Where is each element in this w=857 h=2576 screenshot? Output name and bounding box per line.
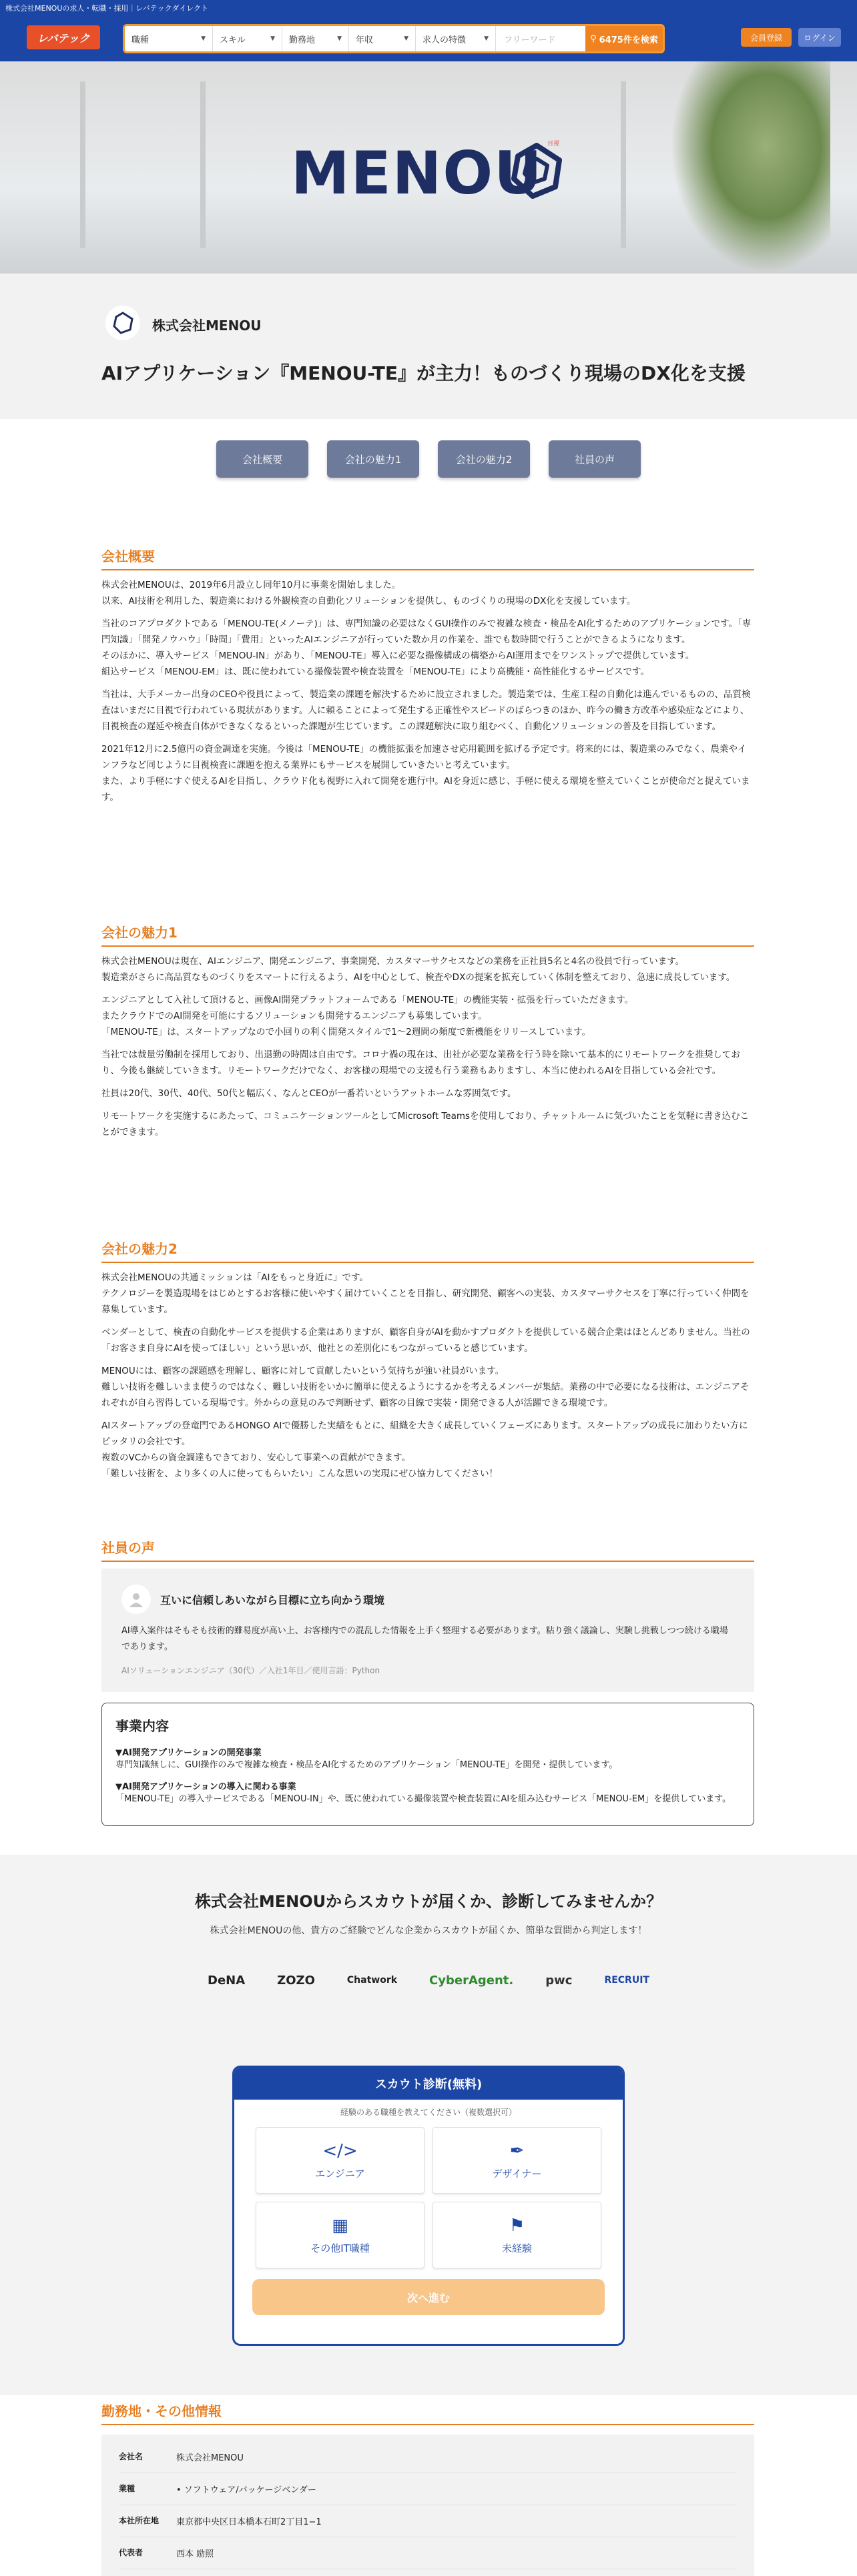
appeal2-section — [101, 1238, 754, 1488]
menou-logo-icon — [506, 140, 567, 201]
option-inexperienced[interactable]: ⚑ 未経験 — [433, 2202, 601, 2268]
paragraph: AIスタートアップの登竜門であるHONGO AIで優勝した実績をもとに、組織を大きく成長していくフェーズにあります。スタートアップの成長に加わりたい方にピッタリの会社です。 複数のVCからの資金調達もできており、安心して事業への貢献ができます。 「難しい技術を、より多くの人に使ってもらいたい」こんな思いの実現にぜひ協力してください！ — [101, 1420, 748, 1479]
search-field-location[interactable]: 勤務地 ▼ — [282, 26, 349, 51]
paragraph: エンジニアとして入社して頂けると、画像AI開発プラットフォームである「MENOU-TE」の機能実装・拡張を行っていただきます。 またクラウドでのAI開発を可能にするソリューションも開発するエンジニアも募集しています。 「MENOU-TE」は、スタートアップなので小回りの利く開発スタイルで1〜2週間の頻度で新機能をリリースしています。 — [101, 995, 634, 1037]
search-icon: ⚲ — [590, 33, 597, 44]
voice-section — [101, 1537, 754, 1826]
chevron-down-icon: ▼ — [270, 35, 275, 42]
table-row: 会社名 株式会社MENOU — [119, 2441, 737, 2473]
section-heading: 会社概要 — [101, 546, 754, 570]
voice-text: AI導入案件はそもそも技術的難易度が高い上、お客様内での混乱した情報を上手く整理する必要があります。粘り強く議論し、実験し挑戦しつつ続ける職場であります。 — [121, 1626, 728, 1652]
pen-icon: ✒ — [509, 2140, 525, 2161]
login-button[interactable]: ログイン — [798, 28, 841, 47]
beginner-mark-icon: ⚑ — [509, 2215, 525, 2236]
overview-section — [101, 546, 754, 812]
chatwork-logo: Chatwork — [346, 1975, 398, 1986]
search-field-job[interactable]: 職種 ▼ — [125, 26, 213, 51]
top-header — [0, 0, 857, 61]
calendar-icon: ▦ — [332, 2215, 348, 2236]
page-title: AIアプリケーション『MENOU-TE』が主力！ものづくり現場のDX化を支援 — [101, 362, 746, 384]
business-box — [101, 1703, 754, 1826]
business-item-title: ▼AI開発アプリケーションの導入に関わる事業 — [115, 1782, 296, 1792]
option-other-it[interactable]: ▦ その他IT職種 — [256, 2202, 424, 2268]
header-topline: 株式会社MENOUの求人・転職・採用｜レバテックダイレクト — [5, 4, 208, 13]
voice-meta: AIソリューションエンジニア（30代）／入社1年目／使用言語：Python — [121, 1666, 380, 1675]
business-title: 事業内容 — [115, 1718, 169, 1734]
option-engineer[interactable]: </> エンジニア — [256, 2127, 424, 2194]
info-table — [101, 2435, 754, 2576]
table-row: 業種 • ソフトウェア/パッケージベンダー — [119, 2473, 737, 2505]
dena-logo: DeNA — [208, 1973, 246, 1988]
section-tabs — [0, 440, 857, 478]
paragraph: 株式会社MENOUは現在、AIエンジニア、開発エンジニア、事業開発、カスタマーサクセスなどの業務を正社員5名と4名の役員で行っています。 製造業がさらに高品質なものづくりをスマートに行えるよう、AIを中心として、検査やDXの提案を拡充していく体制を整えており、急速に成長しています。 — [101, 956, 736, 983]
company-logos — [0, 1965, 857, 1996]
business-item-text: 「MENOU-TE」の導入サービスである「MENOU-IN」や、既に使われている撮像装置や検査装置にAIを組み込むサービス「MENOU-EM」を提供しています。 — [115, 1794, 732, 1804]
company-name: 株式会社MENOU — [152, 318, 262, 334]
plant-decoration — [670, 61, 830, 274]
voice-card — [101, 1569, 754, 1692]
cyberagent-logo: CyberAgent. — [429, 1973, 514, 1988]
company-header — [0, 274, 857, 419]
chevron-down-icon: ▼ — [484, 35, 489, 42]
search-field-salary[interactable]: 年収 ▼ — [349, 26, 416, 51]
option-designer[interactable]: ✒ デザイナー — [433, 2127, 601, 2194]
company-logo-icon — [105, 306, 140, 340]
voice-heading: 互いに信頼しあいながら目標に立ち向かう環境 — [160, 1593, 385, 1607]
scout-subtitle: 株式会社MENOUの他、貴方のご経験でどんな企業からスカウトが届くか、簡単な質問から判定します！ — [210, 1925, 647, 1936]
table-row: 本社所在地 東京都中央区日本橋本石町2丁目1−1 — [119, 2505, 737, 2537]
paragraph: 当社では裁量労働制を採用しており、出退勤の時間は自由です。コロナ禍の現在は、出社が必要な業務を行う時を除いて基本的にリモートワークを推奨しており、今後も継続していきます。リモートワークだけでなく、お客様の現場での支援も行う業務もありますし、本当に使われるAIを目指している会社です。 — [101, 1049, 740, 1076]
chevron-down-icon: ▼ — [404, 35, 408, 42]
paragraph: 株式会社MENOUの共通ミッションは「AIをもっと身近に」です。 テクノロジーを製造現場をはじめとするお客様に使いやすく届けていくことを目指し、研究開発、顧客への実装、カスタマーサクセスを丁寧に行っていく仲間を募集しています。 — [101, 1272, 750, 1315]
paragraph: リモートワークを実施するにあたって、コミュニケーションツールとしてMicrosoft Teamsを使用しており、チャットルームに気づいたことを気軽に書き込むことができます。 — [101, 1111, 750, 1138]
code-icon: </> — [322, 2140, 358, 2161]
tab-overview[interactable]: 会社概要 — [216, 440, 308, 478]
search-field-feature[interactable]: 求人の特徴 ▼ — [416, 26, 496, 51]
card-title: スカウト診断(無料) — [234, 2068, 623, 2100]
tab-appeal-1[interactable]: 会社の魅力1 — [327, 440, 419, 478]
svg-text:目視: 目視 — [547, 141, 560, 147]
section-heading: 社員の声 — [101, 1537, 754, 1562]
info-section — [101, 2401, 754, 2576]
tab-appeal-2[interactable]: 会社の魅力2 — [438, 440, 530, 478]
search-button[interactable]: ⚲ 6475件を検索 — [585, 26, 663, 51]
section-heading: 会社の魅力1 — [101, 922, 754, 947]
business-item-title: ▼AI開発アプリケーションの開発事業 — [115, 1748, 262, 1758]
recruit-logo: RECRUIT — [604, 1975, 649, 1986]
section-heading: 会社の魅力2 — [101, 1238, 754, 1263]
tab-voice[interactable]: 社員の声 — [549, 440, 641, 478]
zozo-logo: ZOZO — [277, 1973, 315, 1988]
hero-image — [0, 61, 857, 274]
chevron-down-icon: ▼ — [337, 35, 342, 42]
appeal1-section — [101, 922, 754, 1147]
hero-logo-text: MENOU — [291, 139, 543, 207]
paragraph: 2021年12月に2.5億円の資金調達を実施。今後は「MENOU-TE」の機能拡張を加速させ応用範囲を拡げる予定です。将来的には、製造業のみでなく、農業やインフラなど同じように目視検査に課題を抱える業界にもサービスを展開していきたいと考えています。 また、より手軽にすぐ使えるAIを目指し、クラウド化も視野に入れて開発を進行中。AIを身近に感じ、手軽に使える環境を整えていくことが使命だと捉えています。 — [101, 744, 750, 803]
card-question: 経験のある職種を教えてください（複数選択可） — [340, 2108, 517, 2117]
paragraph: 株式会社MENOUは、2019年6月設立し同年10月に事業を開始しました。 以来、AI技術を利用した、製造業における外観検査の自動化ソリューションを提供し、ものづくりの現場のDX化を支援しています。 — [101, 580, 636, 606]
search-field-skill[interactable]: スキル ▼ — [213, 26, 282, 51]
paragraph: MENOUには、顧客の課題感を理解し、顧客に対して貢献したいという気持ちが強い社員がいます。 難しい技術を難しいまま使うのではなく、難しい技術をいかに簡単に使えるようにするかを考えるメンバーが集結。業務の中で必要になる技術は、エンジニアそれぞれが自ら習得している現場です。外からの意見のみで判断せず、顧客の目線で実装・開発できる人が活躍できる環境です。 — [101, 1366, 750, 1408]
paragraph: ベンダーとして、検査の自動化サービスを提供する企業はありますが、顧客自身がAIを動かすプロダクトを提供している競合企業はほとんどありません。当社の「お客さま自身にAIを使ってほしい」という思いが、他社との差別化にもつながっていると感じています。 — [101, 1327, 750, 1354]
section-heading: 勤務地・その他情報 — [101, 2401, 754, 2425]
table-row: 代表者 西本 励照 — [119, 2537, 737, 2569]
scout-title: 株式会社MENOUからスカウトが届くか、診断してみませんか？ — [194, 1892, 663, 1911]
business-item-text: 専門知識無しに、GUI操作のみで複雑な検査・検品をAI化するためのアプリケーション「MENOU-TE」を開発・提供しています。 — [115, 1760, 618, 1770]
chevron-down-icon: ▼ — [201, 35, 206, 42]
search-bar — [123, 24, 665, 53]
next-button[interactable]: 次へ進む — [252, 2279, 605, 2315]
avatar-icon — [121, 1585, 151, 1614]
paragraph: 社員は20代、30代、40代、50代と幅広く、なんとCEOが一番若いというアットホームな雰囲気です。 — [101, 1088, 517, 1099]
register-button[interactable]: 会員登録 — [741, 28, 792, 47]
paragraph: 当社のコアプロダクトである「MENOU-TE(メノーテ)」は、専門知識の必要はなくGUI操作のみで複雑な検査・検品をAI化するためのアプリケーションです。「専門知識」「開発ノウハウ」「時間」「費用」といったAIエンジニアが行っていた数か月の作業を、誰でも数時間で行うことができるようになります。 そのほかに、導入サービス「MENOU-IN」があり、「MENOU-TE」導入に必要な撮像構成の構築からAI運用までをワンストップで提供しています。 組込サービス「MENOU-EM」は、既に使われている撮像装置や検査装置を「MENOU-TE」により高機能・高性能化するサービスです。 — [101, 618, 752, 677]
scout-diagnosis-card — [232, 2066, 625, 2346]
scout-section — [0, 1855, 857, 2395]
pwc-logo: pwc — [545, 1973, 573, 1988]
paragraph: 当社は、大手メーカー出身のCEOや役員によって、製造業の課題を解決するために設立されました。製造業では、生産工程の自動化は進んでいるものの、品質検査はいまだに目視で行われている現状があります。人に頼ることによって発生する正確性やスピードのばらつきのほか、昨今の働き方改革や感染症などにより、目視検査の遅延や検査自体ができなくなるといった課題が生じています。この課題解決に取り組むべく、自動化ソリューションの普及を目指しています。 — [101, 689, 751, 732]
levtech-logo[interactable]: レバテック — [27, 25, 100, 49]
search-input[interactable]: フリーワード — [504, 35, 556, 45]
